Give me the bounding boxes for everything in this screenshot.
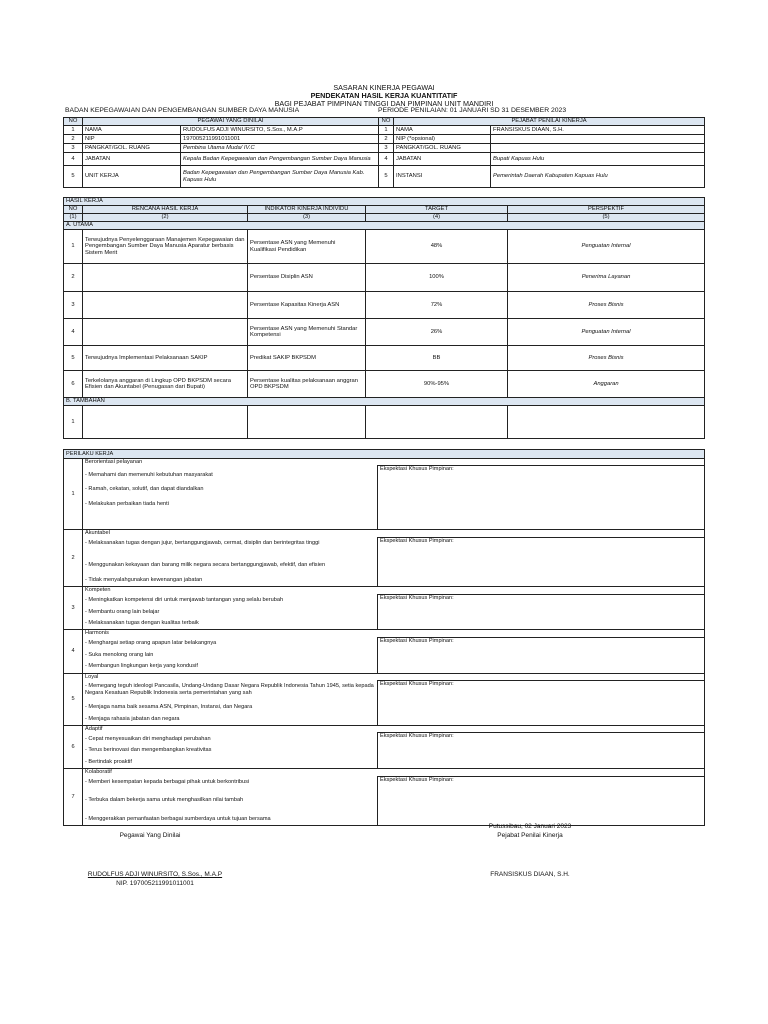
target-value: 26%: [366, 319, 508, 346]
indikator-kinerja: Predikat SAKIP BKPSDM: [248, 346, 366, 371]
perilaku-line-row: [64, 776, 705, 787]
hasil-kerja-table: [63, 197, 705, 439]
perilaku-line: - Bertindak proaktif: [83, 756, 378, 769]
indikator-kinerja: Persentase kualitas pelaksanaan anggran OPD BKPSDM: [248, 371, 366, 398]
identity-rows: [64, 126, 705, 188]
col-pegawai: PEGAWAI YANG DINILAI: [83, 118, 379, 126]
identity-no: 4: [64, 153, 83, 166]
perilaku-line: - Terbuka dalam bekerja sama untuk menghasilkan nilai tambah: [83, 787, 378, 805]
identity-value-2: [491, 144, 705, 153]
sub-3: (3): [248, 214, 366, 222]
identity-table: [63, 117, 705, 188]
identity-label-2: NAMA: [394, 126, 491, 135]
perilaku-name-row: [64, 459, 705, 466]
identity-label-2: JABATAN: [394, 153, 491, 166]
identity-value: RUDOLFUS ADJI WINURSITO, S.Sos., M.A.P: [181, 126, 379, 135]
rencana-hasil-kerja: Terwujudnya Penyelenggaraan Manajemen Kepegawaian dan Pengembangan Sumber Daya Manusia Aparatur berbasis Sistem Merit: [83, 230, 248, 264]
rencana-hasil-kerja: [83, 292, 248, 319]
perilaku-name-row: [64, 673, 705, 680]
ekspektasi-khusus: Ekspektasi Khusus Pimpinan:: [378, 466, 705, 530]
identity-no-2: 4: [379, 153, 394, 166]
perilaku-rows: [64, 459, 705, 826]
perilaku-no: 7: [64, 769, 83, 826]
identity-row: [64, 144, 705, 153]
perilaku-line: - Menggerakkan pemanfaatan berbagai sumberdaya untuk tujuan bersama: [83, 806, 378, 826]
right-signer-title: Pejabat Penilai Kinerja: [497, 832, 563, 839]
identity-label-2: PANGKAT/GOL. RUANG: [394, 144, 491, 153]
indikator-kinerja: Persentase Kapasitas Kinerja ASN: [248, 292, 366, 319]
col-no-2: NO: [379, 118, 394, 126]
perilaku-line: - Menjaga nama baik sesama ASN, Pimpinan, Instansi, dan Negara: [83, 698, 378, 712]
perilaku-name: Loyal: [83, 673, 705, 680]
perilaku-name-row: [64, 630, 705, 637]
identity-no-2: 5: [379, 166, 394, 188]
rencana-hasil-kerja: [83, 264, 248, 292]
hasil-row: [64, 292, 705, 319]
perilaku-line: - Cepat menyesuaikan diri menghadapi perubahan: [83, 733, 378, 744]
row-no: 4: [64, 319, 83, 346]
perilaku-line: - Membangun lingkungan kerja yang kondusif: [83, 660, 378, 673]
sub-1: (1): [64, 214, 83, 222]
identity-value: Pembina Utama Muda/ IV.C: [181, 144, 379, 153]
perilaku-no: 2: [64, 530, 83, 587]
perilaku-kerja-table: [63, 449, 705, 826]
target-value: 100%: [366, 264, 508, 292]
perspektif-value: Proses Bisnis: [508, 292, 705, 319]
hasil-row: [64, 319, 705, 346]
identity-label: JABATAN: [83, 153, 181, 166]
utama-label: A. UTAMA: [64, 222, 705, 230]
identity-no: 1: [64, 126, 83, 135]
perilaku-line: - Tidak menyalahgunakan kewenangan jabatan: [83, 571, 378, 587]
col-no: NO: [64, 118, 83, 126]
hasil-kerja-title: HASIL KERJA: [64, 198, 705, 206]
perilaku-line-row: [64, 680, 705, 698]
identity-label: UNIT KERJA: [83, 166, 181, 188]
perilaku-line-row: [64, 637, 705, 648]
perspektif-value: [508, 406, 705, 439]
doc-subtitle-2: BAGI PEJABAT PIMPINAN TINGGI DAN PIMPINAN UNIT MANDIRI: [274, 99, 494, 108]
place-date: Putussibau, 02 Januari 2023: [488, 823, 572, 830]
row-no: 1: [64, 406, 83, 439]
rencana-hasil-kerja: [83, 319, 248, 346]
perilaku-line-row: [64, 537, 705, 548]
identity-no: 2: [64, 135, 83, 144]
ekspektasi-khusus: Ekspektasi Khusus Pimpinan:: [378, 733, 705, 769]
hasil-row: [64, 230, 705, 264]
perspektif-value: Proses Bisnis: [508, 346, 705, 371]
col-perspektif: PERSPEKTIF: [508, 206, 705, 214]
identity-row: [64, 166, 705, 188]
left-signer-title: Pegawai Yang Dinilai: [119, 832, 181, 839]
perilaku-line: - Menghargai setiap orang apapun latar belakangnya: [83, 637, 378, 648]
perilaku-line-row: [64, 466, 705, 480]
identity-no: 5: [64, 166, 83, 188]
hasil-row: [64, 264, 705, 292]
target-value: [366, 406, 508, 439]
identity-label: PANGKAT/GOL. RUANG: [83, 144, 181, 153]
col-no: NO: [64, 206, 83, 214]
identity-row: [64, 135, 705, 144]
perilaku-no: 5: [64, 673, 83, 726]
sub-2: (2): [83, 214, 248, 222]
perilaku-line: - Memberi kesempatan kepada berbagai pihak untuk berkontribusi: [83, 776, 378, 787]
hasil-row: [64, 406, 705, 439]
col-indikator: INDIKATOR KINERJA INDIVIDU: [248, 206, 366, 214]
perilaku-line-row: [64, 733, 705, 744]
perilaku-line-row: [64, 594, 705, 605]
perilaku-name-row: [64, 587, 705, 594]
identity-row: [64, 126, 705, 135]
target-value: 90%-95%: [366, 371, 508, 398]
tambahan-label: B. TAMBAHAN: [64, 398, 705, 406]
sub-4: (4): [366, 214, 508, 222]
perilaku-line: - Suka menolong orang lain: [83, 649, 378, 660]
perilaku-line: - Melakukan perbaikan tiada henti: [83, 495, 378, 530]
identity-value: Badan Kepegawaian dan Pengembangan Sumber Daya Manusia Kab. Kapuas Hulu: [181, 166, 379, 188]
identity-label-2: INSTANSI: [394, 166, 491, 188]
assessment-period: PERIODE PENILAIAN: 01 JANUARI SD 31 DESEMBER 2023: [378, 107, 567, 114]
target-value: 72%: [366, 292, 508, 319]
row-no: 5: [64, 346, 83, 371]
utama-rows: [64, 230, 705, 398]
perilaku-no: 4: [64, 630, 83, 673]
perilaku-name: Berorientasi pelayanan: [83, 459, 705, 466]
ekspektasi-khusus: Ekspektasi Khusus Pimpinan:: [378, 680, 705, 725]
right-signer-name: FRANSISKUS DIAAN, S.H.: [490, 871, 570, 878]
rencana-hasil-kerja: Terkelolanya anggaran di Lingkup OPD BKPSDM secara Efisien dan Akuntabel (Penugasan dari Bupati): [83, 371, 248, 398]
row-no: 3: [64, 292, 83, 319]
target-value: 48%: [366, 230, 508, 264]
identity-no: 3: [64, 144, 83, 153]
unit-name: BADAN KEPEGAWAIAN DAN PENGEMBANGAN SUMBER DAYA MANUSIA: [65, 107, 300, 114]
perilaku-line: - Memegang teguh ideologi Pancasila, Undang-Undang Dasar Negara Republik Indonesia Tahun 1945, setia kepada Negara Kesatuan Republik Indonesia serta pemerintahan yang sah: [83, 680, 378, 698]
perspektif-value: Penerima Layanan: [508, 264, 705, 292]
perilaku-name: Kolaboratif: [83, 769, 705, 776]
perilaku-no: 1: [64, 459, 83, 530]
doc-subtitle: PENDEKATAN HASIL KERJA KUANTITATIF: [310, 91, 458, 100]
perilaku-name-row: [64, 726, 705, 733]
perilaku-name: Kompeten: [83, 587, 705, 594]
identity-label: NAMA: [83, 126, 181, 135]
target-value: BB: [366, 346, 508, 371]
sub-5: (5): [508, 214, 705, 222]
perilaku-no: 6: [64, 726, 83, 769]
perilaku-name-row: [64, 530, 705, 537]
identity-value-2: Pemerintah Daerah Kabupaten Kapuas Hulu: [491, 166, 705, 188]
perilaku-name-row: [64, 769, 705, 776]
col-rencana: RENCANA HASIL KERJA: [83, 206, 248, 214]
identity-no-2: 3: [379, 144, 394, 153]
ekspektasi-khusus: Ekspektasi Khusus Pimpinan:: [378, 776, 705, 826]
identity-value-2: Bupati Kapuas Hulu: [491, 153, 705, 166]
perilaku-name: Adaptif: [83, 726, 705, 733]
col-target: TARGET: [366, 206, 508, 214]
indikator-kinerja: Persentase Disiplin ASN: [248, 264, 366, 292]
row-no: 6: [64, 371, 83, 398]
perilaku-name: Akuntabel: [83, 530, 705, 537]
identity-value-2: [491, 135, 705, 144]
indikator-kinerja: Persentase ASN yang Memenuhi Standar Kompetensi: [248, 319, 366, 346]
hasil-row: [64, 371, 705, 398]
perilaku-title: PERILAKU KERJA: [64, 450, 705, 459]
identity-no-2: 2: [379, 135, 394, 144]
doc-title: SASARAN KINERJA PEGAWAI: [333, 83, 435, 92]
indikator-kinerja: [248, 406, 366, 439]
rencana-hasil-kerja: [83, 406, 248, 439]
perspektif-value: Anggaran: [508, 371, 705, 398]
identity-value: Kepala Badan Kepegawaian dan Pengembangan Sumber Daya Manusia: [181, 153, 379, 166]
identity-value-2: FRANSISKUS DIAAN, S.H.: [491, 126, 705, 135]
perilaku-line: - Terus berinovasi dan mengembangkan kreativitas: [83, 744, 378, 755]
identity-label-2: NIP (*opsional): [394, 135, 491, 144]
identity-no-2: 1: [379, 126, 394, 135]
tambahan-rows: [64, 406, 705, 439]
indikator-kinerja: Persentase ASN yang Memenuhi Kualifikasi Pendidikan: [248, 230, 366, 264]
identity-label: NIP: [83, 135, 181, 144]
identity-value: 197005211991011001: [181, 135, 379, 144]
col-pejabat: PEJABAT PENILAI KINERJA: [394, 118, 705, 126]
rencana-hasil-kerja: Terwujudnya Implementasi Pelaksanaan SAKIP: [83, 346, 248, 371]
perilaku-line: - Membantu orang lain belajar: [83, 606, 378, 617]
hasil-row: [64, 346, 705, 371]
left-signer-nip: NIP. 197005211991011001: [116, 880, 194, 887]
perilaku-name: Harmonis: [83, 630, 705, 637]
perspektif-value: Penguatan Internal: [508, 230, 705, 264]
row-no: 2: [64, 264, 83, 292]
perilaku-line: - Melaksanakan tugas dengan kualitas terbaik: [83, 617, 378, 630]
perilaku-line: - Meningkatkan kompetensi diri untuk menjawab tantangan yang selalu berubah: [83, 594, 378, 605]
ekspektasi-khusus: Ekspektasi Khusus Pimpinan:: [378, 594, 705, 630]
row-no: 1: [64, 230, 83, 264]
ekspektasi-khusus: Ekspektasi Khusus Pimpinan:: [378, 637, 705, 673]
perilaku-no: 3: [64, 587, 83, 630]
perilaku-line: - Memahami dan memenuhi kebutuhan masyarakat: [83, 466, 378, 480]
perilaku-line: - Menjaga rahasia jabatan dan negara: [83, 713, 378, 726]
ekspektasi-khusus: Ekspektasi Khusus Pimpinan:: [378, 537, 705, 587]
identity-row: [64, 153, 705, 166]
left-signer-name: RUDOLFUS ADJI WINURSITO, S.Sos., M.A.P: [87, 871, 223, 878]
perilaku-line: - Menggunakan kekayaan dan barang milik negara secara bertanggungjawab, efektif, dan efisien: [83, 548, 378, 570]
perilaku-line: - Ramah, cekatan, solutif, dan dapat diandalkan: [83, 480, 378, 494]
perilaku-line: - Melaksanakan tugas dengan jujur, bertanggungjawab, cermat, disiplin dan berintegritas tinggi: [83, 537, 378, 548]
perspektif-value: Penguatan Internal: [508, 319, 705, 346]
